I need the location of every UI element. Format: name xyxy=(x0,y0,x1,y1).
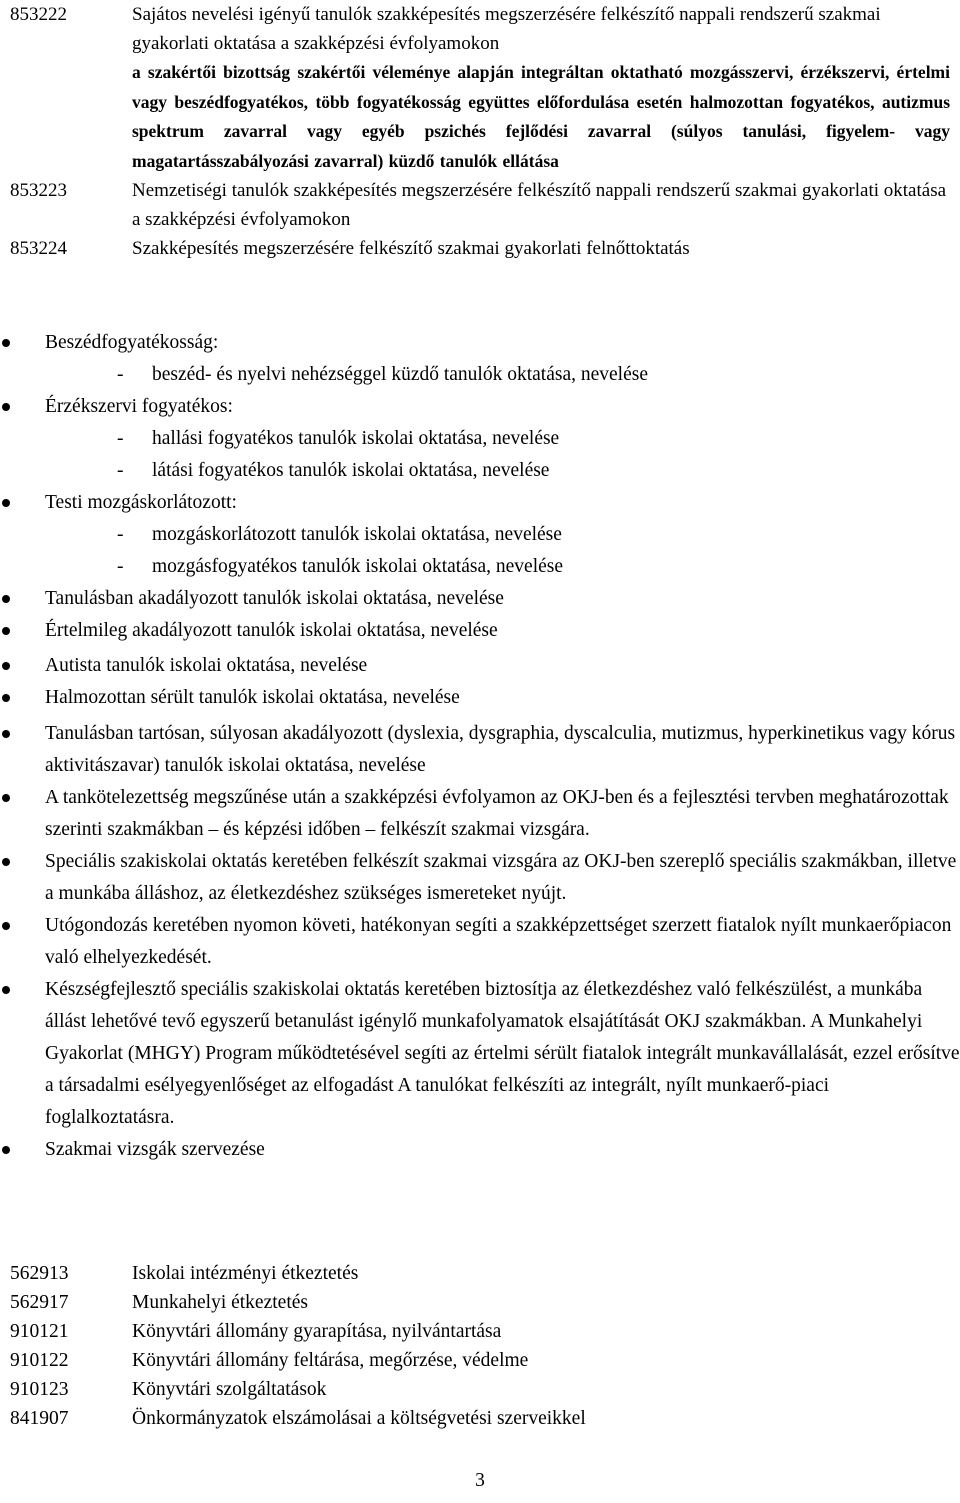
bullet-item xyxy=(0,487,960,519)
dash-icon: - xyxy=(117,364,124,385)
activity-code: 562917 xyxy=(10,1292,69,1313)
bullet-list xyxy=(0,327,960,1166)
bullet-text: Speciális szakiskolai oktatás keretében felkészít szakmai vizsgára az OKJ-ben szereplő speciális szakmákban, illetve a munkába álláshoz, az életkezdéshez szükséges ismereteket nyújt. xyxy=(45,851,957,904)
bullet-item xyxy=(0,910,960,974)
code-row xyxy=(10,1404,950,1433)
code-row xyxy=(10,1259,950,1288)
activity-code: 562913 xyxy=(10,1263,69,1284)
bullet-text: Halmozottan sérült tanulók iskolai oktatása, nevelése xyxy=(45,687,460,708)
bullet-text: Utógondozás keretében nyomon követi, hatékonyan segíti a szakképzettséget szerzett fiatalok nyílt munkaerőpiacon való elhelyezkedését. xyxy=(45,915,952,968)
code-row xyxy=(10,234,950,263)
bullet-item xyxy=(0,650,960,682)
bullet-text: Szakmai vizsgák szervezése xyxy=(45,1139,265,1160)
dash-icon: - xyxy=(117,524,124,545)
page-number: 3 xyxy=(475,1470,485,1491)
bullet-text: A tankötelezettség megszűnése után a szakképzési évfolyamon az OKJ-ben és a fejlesztési tervben meghatározottak szerinti szakmákban – és képzési időben – felkészít szakmai vizsgára. xyxy=(45,787,949,840)
bullet-text: Tanulásban tartósan, súlyosan akadályozott (dyslexia, dysgraphia, dyscalculia, mutizmus, hyperkinetikus vagy kórus aktivitászavar) tanulók iskolai oktatása, nevelése xyxy=(45,723,956,776)
bullet-icon xyxy=(2,694,10,702)
sub-item xyxy=(0,519,960,551)
bullet-icon xyxy=(2,662,10,670)
dash-icon: - xyxy=(117,428,124,449)
code-row xyxy=(10,1288,950,1317)
activity-description: Könyvtári állomány feltárása, megőrzése, védelme xyxy=(132,1350,529,1371)
activity-codes-top xyxy=(10,0,950,263)
bullet-icon xyxy=(2,499,10,507)
bullet-item xyxy=(0,583,960,615)
activity-code: 910121 xyxy=(10,1321,69,1342)
activity-description: Iskolai intézményi étkeztetés xyxy=(132,1263,359,1284)
activity-description: Könyvtári állomány gyarapítása, nyilvántartása xyxy=(132,1321,502,1342)
bullet-icon xyxy=(2,403,10,411)
sub-item xyxy=(0,455,960,487)
sub-item xyxy=(0,551,960,583)
activity-description: Önkormányzatok elszámolásai a költségvetési szerveikkel xyxy=(132,1408,586,1429)
sub-item-text: hallási fogyatékos tanulók iskolai oktatása, nevelése xyxy=(152,428,560,449)
bullet-item xyxy=(0,846,960,910)
activity-description: Sajátos nevelési igényű tanulók szakképesítés megszerzésére felkészítő nappali rendszerű szakmai gyakorlati oktatása a szakképzési évfolyamokon xyxy=(132,4,881,54)
bullet-icon xyxy=(2,922,10,930)
bullet-text: Értelmileg akadályozott tanulók iskolai oktatása, nevelése xyxy=(45,620,498,641)
bullet-item xyxy=(0,615,960,647)
bullet-text: Beszédfogyatékosság: xyxy=(45,332,219,353)
bullet-icon xyxy=(2,730,10,738)
activity-description: Szakképesítés megszerzésére felkészítő szakmai gyakorlati felnőttoktatás xyxy=(132,238,690,259)
bullet-icon xyxy=(2,627,10,635)
activity-description: Nemzetiségi tanulók szakképesítés megszerzésére felkészítő nappali rendszerű szakmai gyakorlati oktatása a szakképzési évfolyamokon xyxy=(132,180,947,230)
code-row xyxy=(10,1317,950,1346)
bullet-item xyxy=(0,782,960,846)
bullet-item xyxy=(0,718,960,782)
activity-code: 841907 xyxy=(10,1408,69,1429)
bullet-icon xyxy=(2,794,10,802)
bullet-icon xyxy=(2,858,10,866)
sub-item-text: mozgáskorlátozott tanulók iskolai oktatása, nevelése xyxy=(152,524,562,545)
dash-icon: - xyxy=(117,556,124,577)
activity-codes-bottom xyxy=(10,1259,950,1433)
activity-description: Könyvtári szolgáltatások xyxy=(132,1379,327,1400)
activity-code: 853222 xyxy=(10,4,67,25)
bullet-text: Testi mozgáskorlátozott: xyxy=(45,492,237,513)
activity-code: 853224 xyxy=(10,238,67,259)
sub-item xyxy=(0,359,960,391)
bullet-item xyxy=(0,391,960,423)
code-row xyxy=(10,1346,950,1375)
activity-code xyxy=(10,58,132,176)
code-row xyxy=(10,1375,950,1404)
bullet-item xyxy=(0,1134,960,1166)
activity-description-bold: a szakértői bizottság szakértői véleménye alapján integráltan oktatható mozgásszervi, érzékszervi, értelmi vagy beszédfogyatékos, több fogyatékosság együttes előfordulása esetén halmozottan fogyatékos, autizmus spektrum zavarral vagy egyéb pszichés fejlődési zavarral (súlyos tanulási, figyelem- vagy magatartásszabályozási zavarral) küzdő tanulók ellátása xyxy=(132,62,950,171)
activity-code: 910122 xyxy=(10,1350,69,1371)
dash-icon: - xyxy=(117,460,124,481)
activity-description: Munkahelyi étkeztetés xyxy=(132,1292,308,1313)
bullet-icon xyxy=(2,1146,10,1154)
code-row xyxy=(10,0,950,58)
code-row xyxy=(10,176,950,234)
bullet-item xyxy=(0,682,960,714)
bullet-icon xyxy=(2,339,10,347)
sub-item-text: látási fogyatékos tanulók iskolai oktatása, nevelése xyxy=(152,460,550,481)
activity-code: 910123 xyxy=(10,1379,69,1400)
bullet-icon xyxy=(2,986,10,994)
bullet-text: Érzékszervi fogyatékos: xyxy=(45,396,233,417)
sub-item-text: beszéd- és nyelvi nehézséggel küzdő tanulók oktatása, nevelése xyxy=(152,364,648,385)
bullet-item xyxy=(0,327,960,359)
bullet-item xyxy=(0,974,960,1134)
sub-item-text: mozgásfogyatékos tanulók iskolai oktatása, nevelése xyxy=(152,556,564,577)
sub-item xyxy=(0,423,960,455)
bullet-text: Autista tanulók iskolai oktatása, nevelése xyxy=(45,655,368,676)
code-row xyxy=(10,58,950,176)
bullet-text: Készségfejlesztő speciális szakiskolai oktatás keretében biztosítja az életkezdéshez való felkészülést, a munkába állást lehetővé tevő egyszerű betanulást igénylő munkafolyamatok elsajátítását OKJ szakmákban. A Munkahelyi Gyakorlat (MHGY) Program működtetésével segíti az értelmi sérült fiatalok integrált munkavállalását, ezzel erősítve a társadalmi esélyegyenlőséget az elfogadást A tanulókat felkészíti az integrált, nyílt munkaerő-piaci foglalkoztatásra. xyxy=(45,979,960,1128)
bullet-icon xyxy=(2,595,10,603)
bullet-text: Tanulásban akadályozott tanulók iskolai oktatása, nevelése xyxy=(45,588,504,609)
activity-code: 853223 xyxy=(10,180,67,201)
